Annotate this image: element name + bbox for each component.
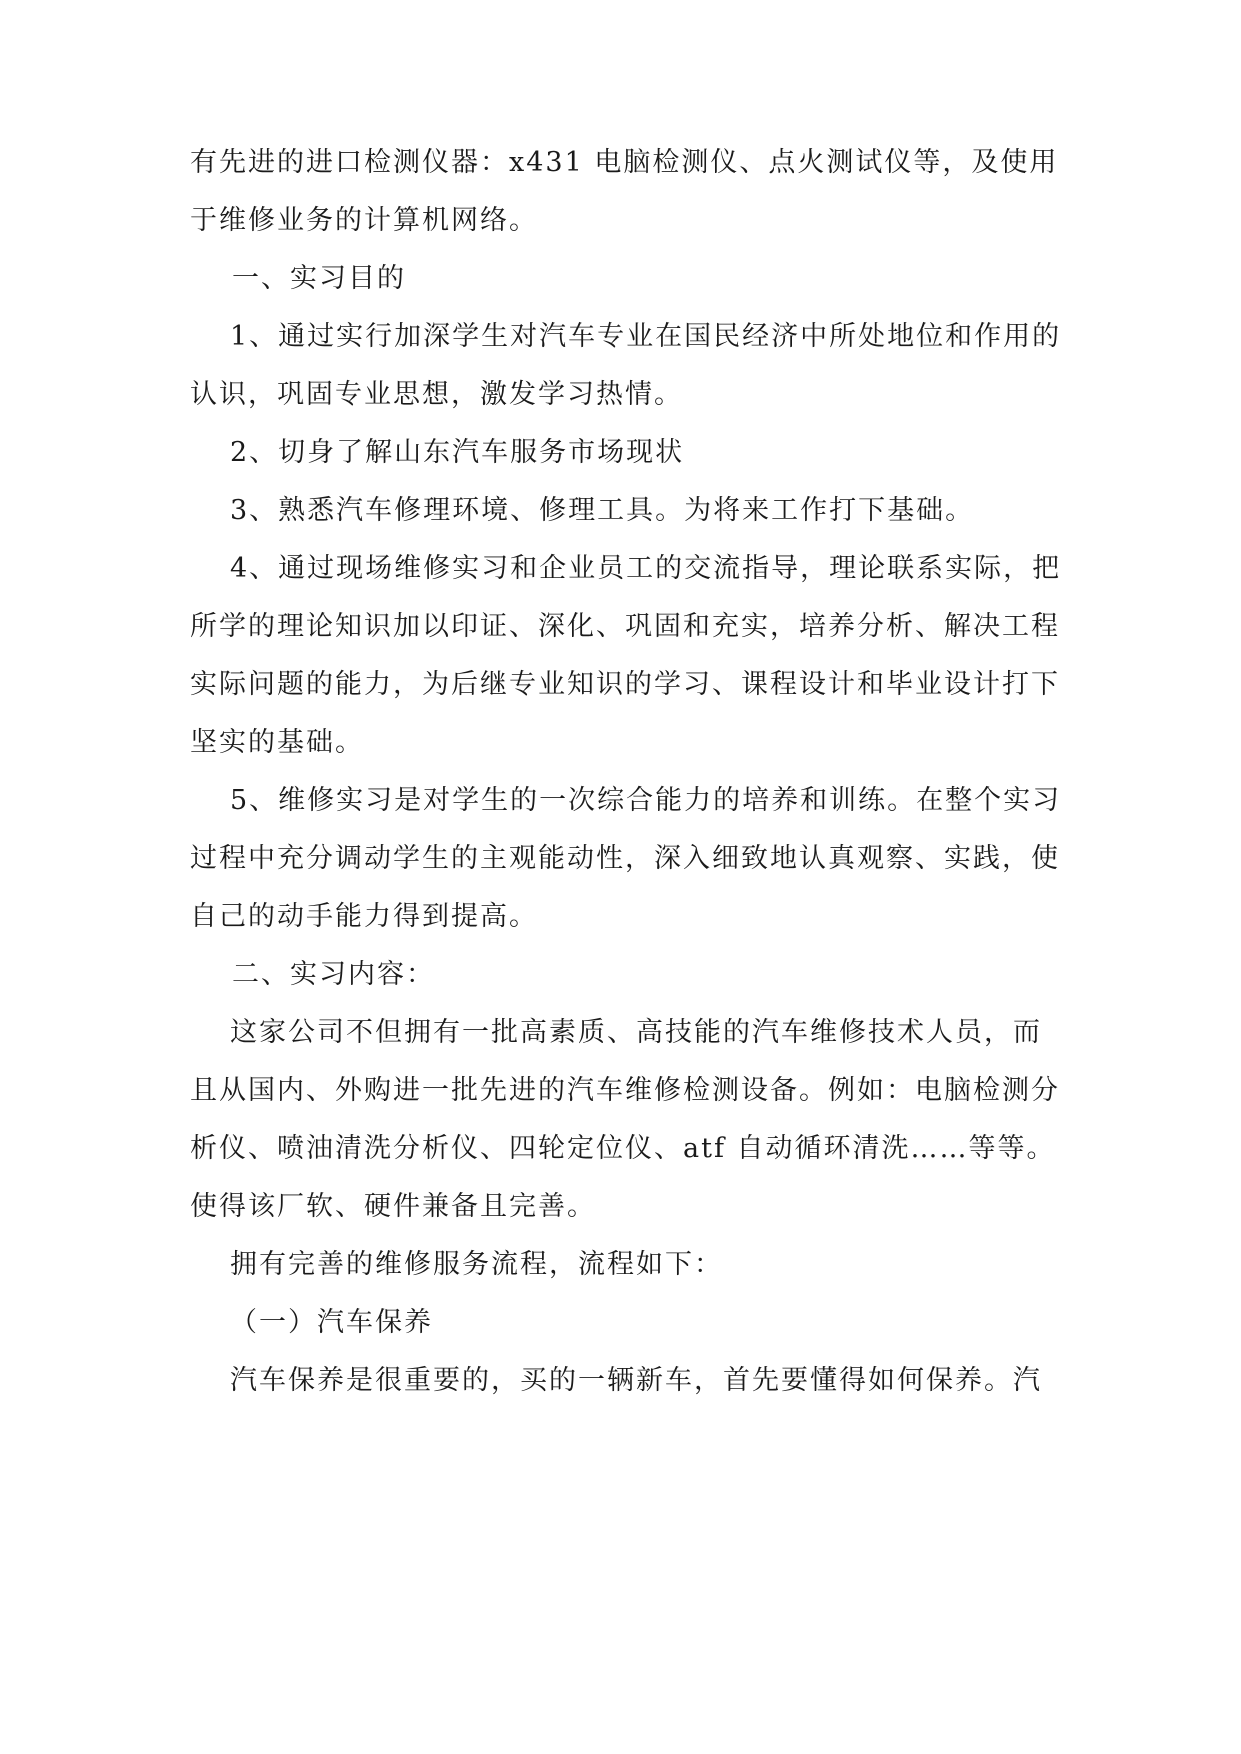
text-line: 过程中充分调动学生的主观能动性，深入细致地认真观察、实践，使 xyxy=(190,843,1060,874)
text-line: 使得该厂软、硬件兼备且完善。 xyxy=(190,1191,596,1222)
text-line: 认识，巩固专业思想，激发学习热情。 xyxy=(190,379,683,410)
text-line: 4、通过现场维修实习和企业员工的交流指导，理论联系实际，把 xyxy=(230,553,1062,584)
text-line: 有先进的进口检测仪器：x431 电脑检测仪、点火测试仪等，及使用 xyxy=(190,147,1059,178)
text-line: 所学的理论知识加以印证、深化、巩固和充实，培养分析、解决工程 xyxy=(190,611,1060,642)
text-line: 且从国内、外购进一批先进的汽车维修检测设备。例如：电脑检测分 xyxy=(190,1075,1060,1106)
section-heading: 一、实习目的 xyxy=(232,263,406,294)
text-line: 3、熟悉汽车修理环境、修理工具。为将来工作打下基础。 xyxy=(230,495,975,526)
text-line: 2、切身了解山东汽车服务市场现状 xyxy=(230,437,685,468)
subsection-heading: （一）汽车保养 xyxy=(230,1307,433,1338)
text-line: 坚实的基础。 xyxy=(190,727,364,758)
text-line: 5、维修实习是对学生的一次综合能力的培养和训练。在整个实习 xyxy=(230,785,1062,816)
text-line: 这家公司不但拥有一批高素质、高技能的汽车维修技术人员，而 xyxy=(230,1017,1042,1048)
section-heading: 二、实习内容： xyxy=(232,959,435,990)
text-line: 拥有完善的维修服务流程，流程如下： xyxy=(230,1249,723,1280)
text-line: 汽车保养是很重要的，买的一辆新车，首先要懂得如何保养。汽 xyxy=(230,1365,1042,1396)
text-line: 1、通过实行加深学生对汽车专业在国民经济中所处地位和作用的 xyxy=(230,321,1062,352)
text-line: 自己的动手能力得到提高。 xyxy=(190,901,538,932)
text-line: 析仪、喷油清洗分析仪、四轮定位仪、atf 自动循环清洗……等等。 xyxy=(190,1133,1056,1164)
text-line: 于维修业务的计算机网络。 xyxy=(190,205,538,236)
text-line: 实际问题的能力，为后继专业知识的学习、课程设计和毕业设计打下 xyxy=(190,669,1060,700)
